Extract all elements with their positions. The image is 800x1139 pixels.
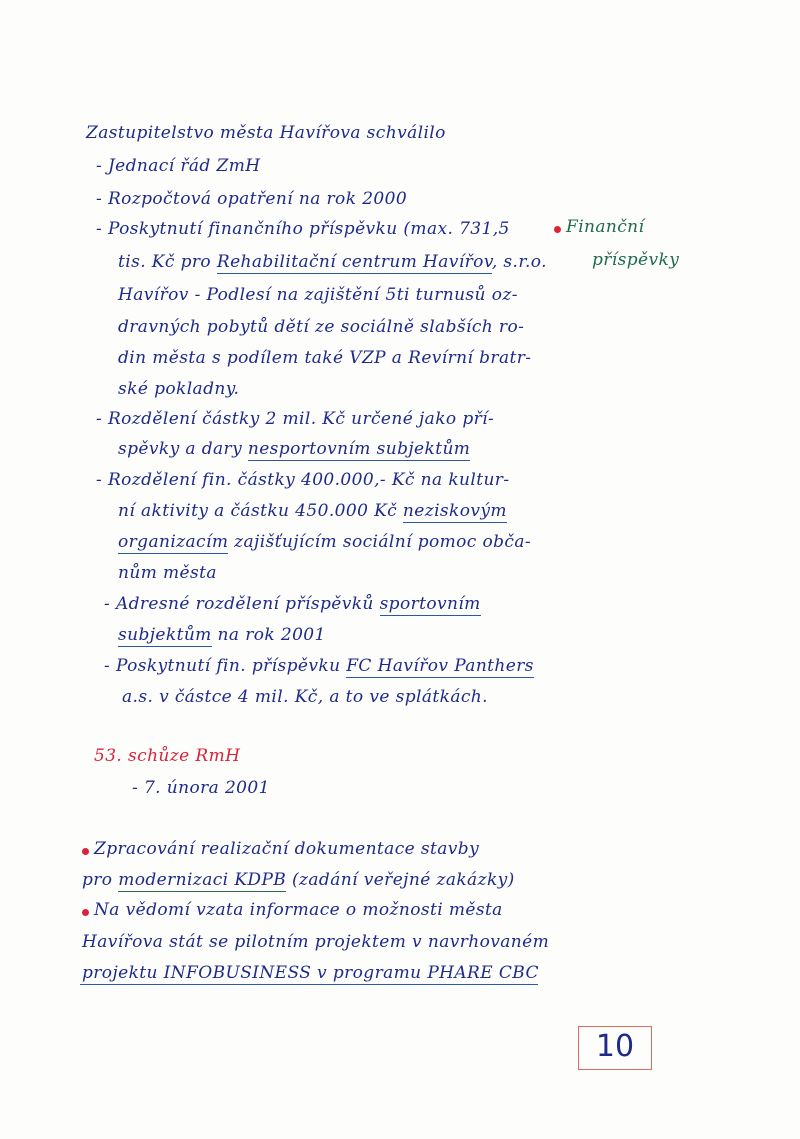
text-fragment: na rok 2001 [211,625,326,645]
list-item-culture-line3 [118,531,531,553]
margin-note-line2: příspěvky [592,250,680,270]
heading: Zastupitelstvo města Havířova schválilo [86,123,446,143]
list-item-sports-line1 [104,593,481,615]
bullet-dot [82,909,89,916]
text-fragment: ní aktivity a částku 450.000 Kč [118,501,403,521]
text-fragment: - Poskytnutí fin. příspěvku [104,656,347,676]
list-item-distribution-line2 [118,438,470,460]
list-item-culture-line1: - Rozdělení fin. částky 400.000,- Kč na kultur- [96,470,510,490]
underlined-text: Rehabilitační centrum Havířov [216,252,492,272]
underlined-text: neziskovým [402,501,507,521]
item-information-line3: projektu INFOBUSINESS v programu PHARE CBC [82,963,539,983]
list-item-distribution-line1: - Rozdělení částky 2 mil. Kč určené jako pří- [96,409,495,429]
page-number: 10 [578,1026,652,1070]
meeting-title: 53. schůze RmH [94,746,241,766]
list-item-culture-line2 [118,500,507,522]
list-item-contribution-line1: - Poskytnutí finančního příspěvku (max. 731,5 [96,219,510,239]
underlined-text: nesportovním subjektům [247,439,471,459]
underlined-text: modernizaci KDPB [118,870,287,890]
list-item-contribution-line5: din města s podílem také VZP a Revírní bratr- [118,348,532,368]
list-item-sports-line2 [118,624,326,646]
list-item-fc-line1 [104,655,534,677]
item-information-line2: Havířova stát se pilotním projektem v navrhovaném [82,932,550,952]
item-information-line1: Na vědomí vzata informace o možnosti města [94,900,503,920]
item-documentation-line2 [82,869,515,891]
bullet-dot [554,226,561,233]
underlined-text: organizacím [118,532,229,552]
underlined-text: FC Havířov Panthers [346,656,534,676]
underlined-text: subjektům [118,625,212,645]
list-item-rules: - Jednací řád ZmH [96,156,261,176]
text-fragment: - Adresné rozdělení příspěvků [104,594,380,614]
item-documentation-line1: Zpracování realizační dokumentace stavby [94,839,480,859]
list-item-budget: - Rozpočtová opatření na rok 2000 [96,189,408,209]
margin-note-line1: Finanční [566,217,645,237]
underlined-text: sportovním [379,594,481,614]
list-item-contribution-line4: dravných pobytů dětí ze sociálně slabších ro- [118,317,525,337]
list-item-contribution-line2 [118,251,547,273]
text-fragment: pro [82,870,119,890]
list-item-contribution-line3: Havířov - Podlesí na zajištění 5ti turnusů oz- [118,285,518,305]
bullet-dot [82,848,89,855]
text-fragment: (zadání veřejné zakázky) [286,870,515,890]
text-fragment: zajišťujícím sociální pomoc obča- [228,532,532,552]
meeting-date: - 7. února 2001 [132,778,270,798]
list-item-fc-line2: a.s. v částce 4 mil. Kč, a to ve splátkách. [122,687,488,707]
text-fragment: spěvky a dary [118,439,248,459]
underline-rule [80,984,538,985]
text-fragment: tis. Kč pro [118,252,217,272]
list-item-culture-line4: nům města [118,563,217,583]
list-item-contribution-line6: ské pokladny. [118,379,240,399]
text-fragment: , s.r.o. [491,252,547,272]
